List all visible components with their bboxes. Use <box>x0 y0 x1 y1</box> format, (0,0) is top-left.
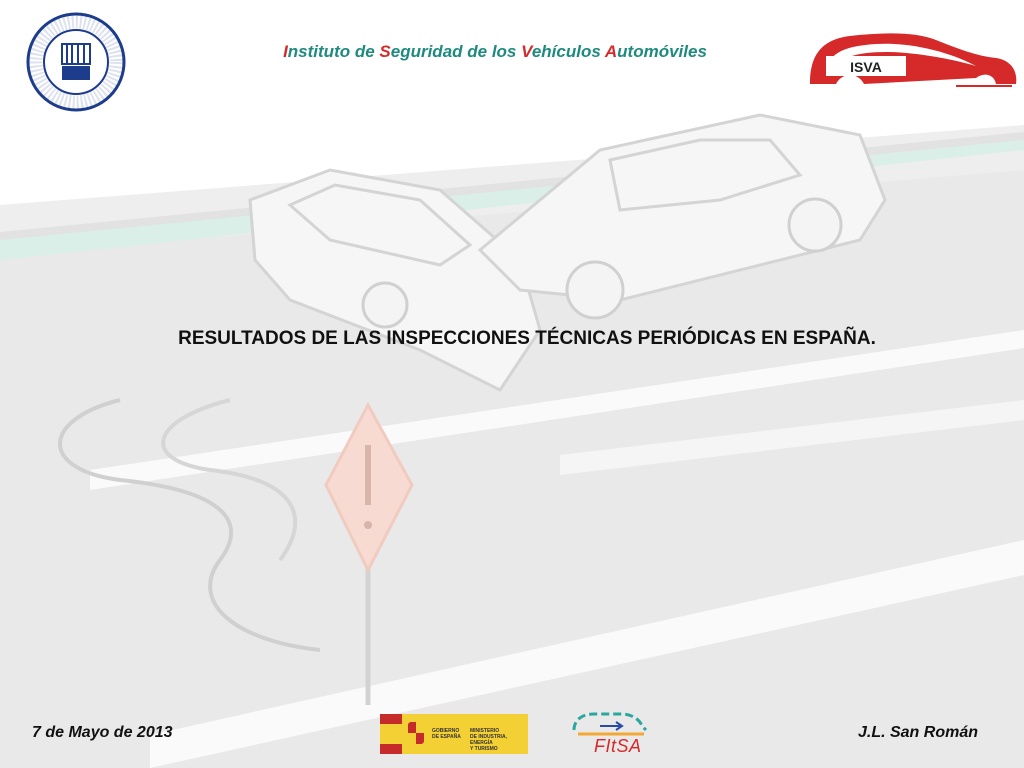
ministerio-text: MINISTERIO DE INDUSTRIA, ENERGÍA Y TURISMO <box>470 728 507 752</box>
header-institute-title <box>200 42 790 62</box>
header-title-part: S <box>379 42 391 61</box>
gobierno-text: GOBIERNO DE ESPAÑA <box>432 728 461 740</box>
isva-logo-text: ISVA <box>850 59 882 75</box>
header-title-part: utomóviles <box>617 42 707 61</box>
footer-author: J.L. San Román <box>857 724 978 741</box>
isva-logo <box>806 22 1020 92</box>
spain-flag-icon <box>380 714 402 754</box>
header-title-part: eguridad de los <box>390 42 522 61</box>
fitsa-car-icon <box>566 706 656 740</box>
coat-of-arms-icon <box>406 720 426 748</box>
fitsa-logo-text: FItSA <box>594 736 642 756</box>
uc3m-seal-logo <box>26 12 126 112</box>
main-title: RESULTADOS DE LAS INSPECCIONES TÉCNICAS PERIÓDICAS EN ESPAÑA. <box>178 328 876 349</box>
header-title-part: ehículos <box>531 42 605 61</box>
gobierno-espana-logo <box>380 714 528 754</box>
fitsa-logo <box>566 706 656 762</box>
header-title-part: nstituto de <box>287 42 380 61</box>
header-title-part: V <box>521 42 532 61</box>
header-title-part: I <box>283 42 288 61</box>
header-title-part: A <box>604 42 618 61</box>
footer-date: 7 de Mayo de 2013 <box>32 724 173 741</box>
